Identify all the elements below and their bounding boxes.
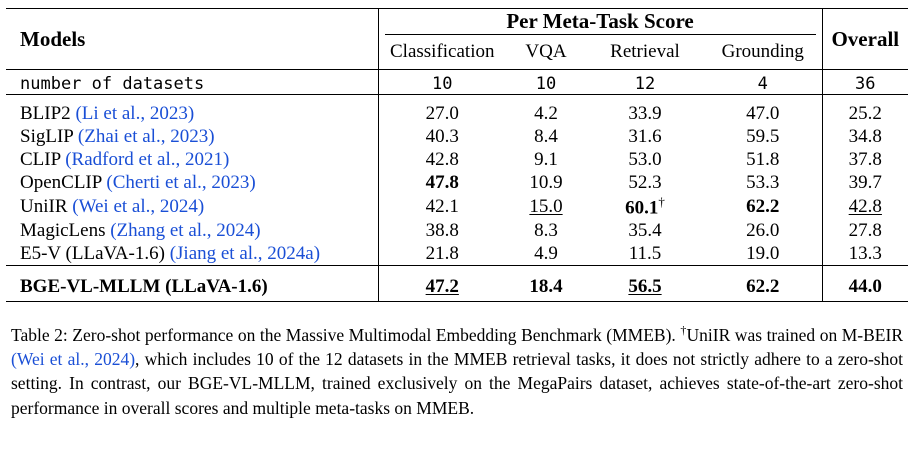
dataset-count-classification: 10 [378,74,506,95]
model-name: MagicLens [20,219,106,241]
cell-vqa: 4.9 [534,242,558,264]
row-model-cell [6,171,378,194]
dataset-count-grounding: 4 [704,74,822,95]
cell-grounding: 26.0 [704,219,822,242]
cell-overall: 25.2 [848,102,882,124]
dataset-count-overall: 36 [855,74,876,94]
model-name: BLIP2 [20,102,71,124]
cell-retrieval: 31.6 [628,125,662,147]
table-row [6,102,908,125]
model-citation[interactable]: (Zhang et al., 2024) [110,219,261,241]
model-name: OpenCLIP [20,171,102,193]
model-name: E5-V (LLaVA-1.6) [20,242,165,264]
model-citation[interactable]: (Zhai et al., 2023) [77,125,215,147]
subheader-classification: Classification [378,38,506,70]
cell-vqa: 15.0 [529,195,563,217]
row-model-cell [6,194,378,219]
table-row [6,125,908,148]
dataset-count-row [6,74,908,95]
table-row-highlight [6,273,908,302]
row-model-cell [6,125,378,148]
cell-retrieval: 11.5 [628,242,662,264]
rule-under-counts [6,95,908,103]
cell-overall: 27.8 [848,219,882,241]
caption-citation[interactable]: (Wei et al., 2024) [11,349,136,370]
dagger-marker: † [658,194,665,209]
subheader-retrieval: Retrieval [610,41,680,62]
cell-classification: 40.3 [378,125,506,148]
cell-classification: 21.8 [378,242,506,266]
table-row [6,194,908,219]
cell-retrieval [586,194,704,219]
caption-part1: Table 2: Zero-shot performance on the Massive Multimodal Embedding Benchmark (MMEB). [11,325,681,346]
cell-classification: 38.8 [378,219,506,242]
cell-classification: 47.8 [378,171,506,194]
caption-dagger: † [680,323,687,338]
header-group-underline [385,34,816,35]
table-top-rule [6,9,908,39]
model-citation[interactable]: (Jiang et al., 2024a) [169,242,321,264]
model-citation[interactable]: (Cherti et al., 2023) [106,171,256,193]
cell-retrieval-value: 60.1 [625,197,659,219]
rule-above-final [6,266,908,274]
model-citation[interactable]: (Wei et al., 2024) [72,195,205,217]
caption-part2: UniIR was trained on M-BEIR [686,325,903,346]
cell-grounding: 59.5 [704,125,822,148]
model-name: UniIR [20,195,68,217]
cell-grounding: 47.0 [704,102,822,125]
cell-overall: 42.8 [848,195,882,217]
cell-overall: 13.3 [848,242,882,264]
subheader-grounding: Grounding [704,38,822,70]
table-row [6,171,908,194]
final-cell-overall: 44.0 [848,276,882,298]
header-group-meta-task [378,9,822,39]
table-bottom-rule [6,302,908,307]
model-name: CLIP [20,148,61,170]
cell-retrieval: 53.0 [628,148,662,170]
final-cell-vqa: 18.4 [529,276,563,298]
cell-overall: 39.7 [848,171,882,193]
dataset-count-label: number of datasets [20,74,205,94]
cell-classification: 27.0 [378,102,506,125]
final-cell-retrieval: 56.5 [628,276,662,298]
cell-grounding: 53.3 [704,171,822,194]
row-model-cell [6,102,378,125]
header-overall: Overall [822,9,908,70]
cell-vqa: 9.1 [534,148,558,170]
final-cell-classification: 47.2 [378,273,506,302]
header-models: Models [6,9,378,70]
row-model-cell [6,148,378,171]
final-cell-grounding: 62.2 [704,273,822,302]
cell-classification: 42.1 [378,194,506,219]
cell-overall: 34.8 [848,125,882,147]
model-citation[interactable]: (Li et al., 2023) [75,102,195,124]
cell-vqa: 4.2 [534,102,558,124]
cell-classification: 42.8 [378,148,506,171]
header-group-label: Per Meta-Task Score [506,9,694,33]
cell-retrieval: 52.3 [628,171,662,193]
model-name: SigLIP [20,125,74,147]
row-model-cell [6,242,378,266]
dataset-count-vqa: 10 [535,74,557,94]
cell-retrieval: 33.9 [628,102,662,124]
table-row [6,148,908,171]
results-table [6,8,908,306]
caption-part3: , which includes 10 of the 12 datasets in the MMEB retrieval tasks, it does not strictly adhere to a zero-shot setting. In contrast, our BGE-VL-MLLM, trained exclusively on the MegaPairs dataset, achieves state-of-the-art zero-shot performance in overall scores and multiple meta-tasks on MMEB. [11,349,903,418]
cell-grounding: 51.8 [704,148,822,171]
table-caption [11,322,903,419]
cell-vqa: 8.3 [534,219,558,241]
cell-vqa: 10.9 [529,171,563,193]
cell-vqa: 8.4 [534,125,558,147]
table-row [6,242,908,266]
cell-overall: 37.8 [848,148,882,170]
model-citation[interactable]: (Radford et al., 2021) [65,148,230,170]
cell-retrieval: 35.4 [628,219,662,241]
table-row [6,219,908,242]
final-model-name: BGE-VL-MLLM (LLaVA-1.6) [20,276,268,298]
row-model-cell [6,219,378,242]
dataset-count-retrieval: 12 [634,74,656,94]
subheader-vqa: VQA [525,41,567,62]
cell-grounding: 19.0 [704,242,822,266]
cell-grounding: 62.2 [704,194,822,219]
